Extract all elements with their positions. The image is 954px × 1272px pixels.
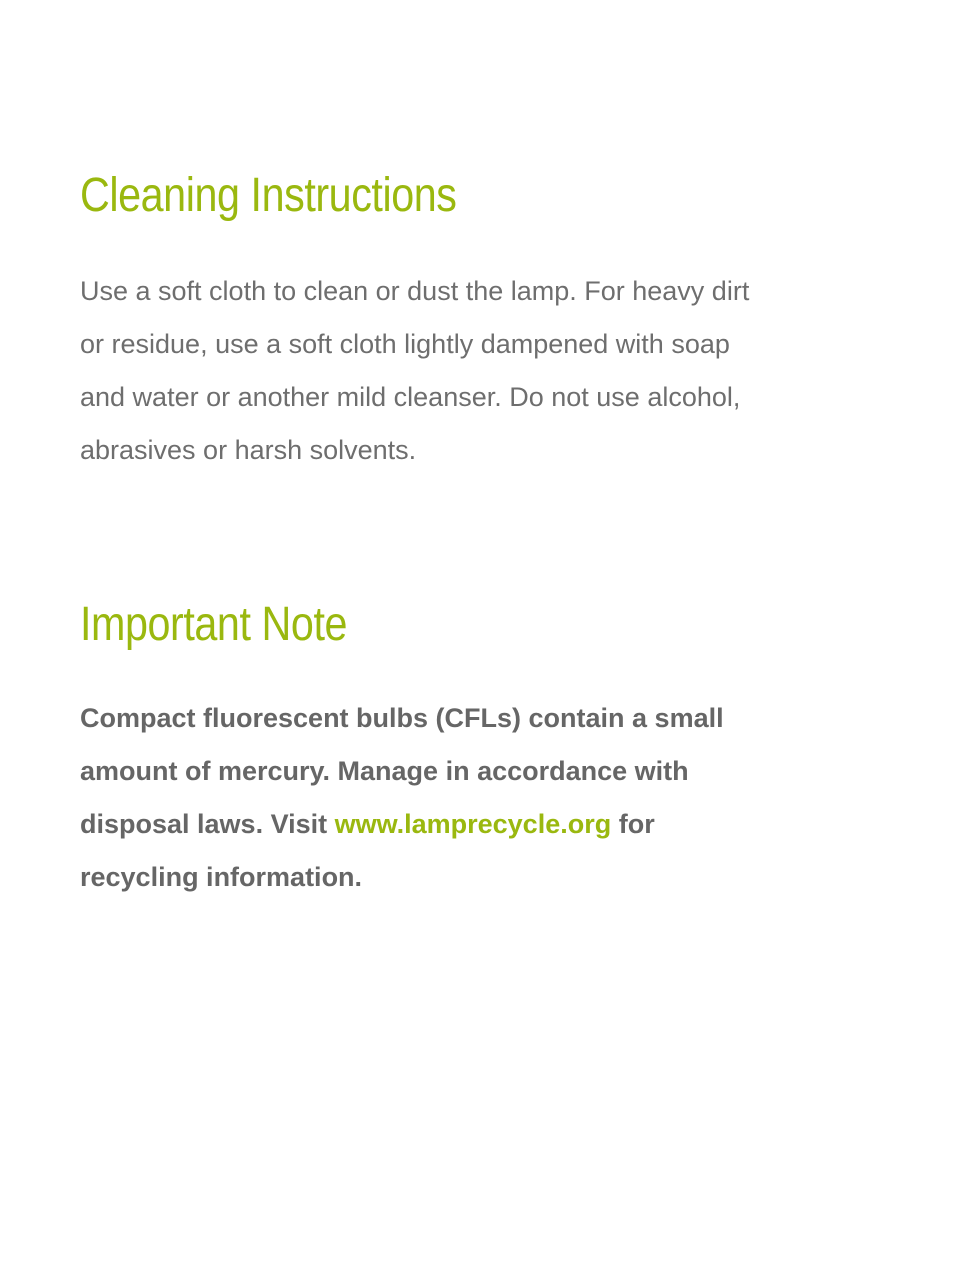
lamprecycle-link[interactable]: www.lamprecycle.org [334,809,612,839]
cleaning-line: and water or another mild cleanser. Do not use alcohol, [80,382,741,412]
note-line: Compact fluorescent bulbs (CFLs) contain a small [80,703,724,733]
cleaning-instructions-paragraph [80,265,870,477]
note-text: for [611,809,655,839]
important-note-heading: Important Note [80,598,348,651]
cleaning-line: or residue, use a soft cloth lightly dampened with soap [80,329,730,359]
important-note-paragraph [80,692,870,904]
cleaning-instructions-heading: Cleaning Instructions [80,169,457,222]
cleaning-line: abrasives or harsh solvents. [80,435,417,465]
cleaning-line: Use a soft cloth to clean or dust the lamp. For heavy dirt [80,276,750,306]
note-line: amount of mercury. Manage in accordance with [80,756,689,786]
note-line [80,798,870,851]
note-line: recycling information. [80,862,363,892]
note-text: disposal laws. Visit [80,809,335,839]
